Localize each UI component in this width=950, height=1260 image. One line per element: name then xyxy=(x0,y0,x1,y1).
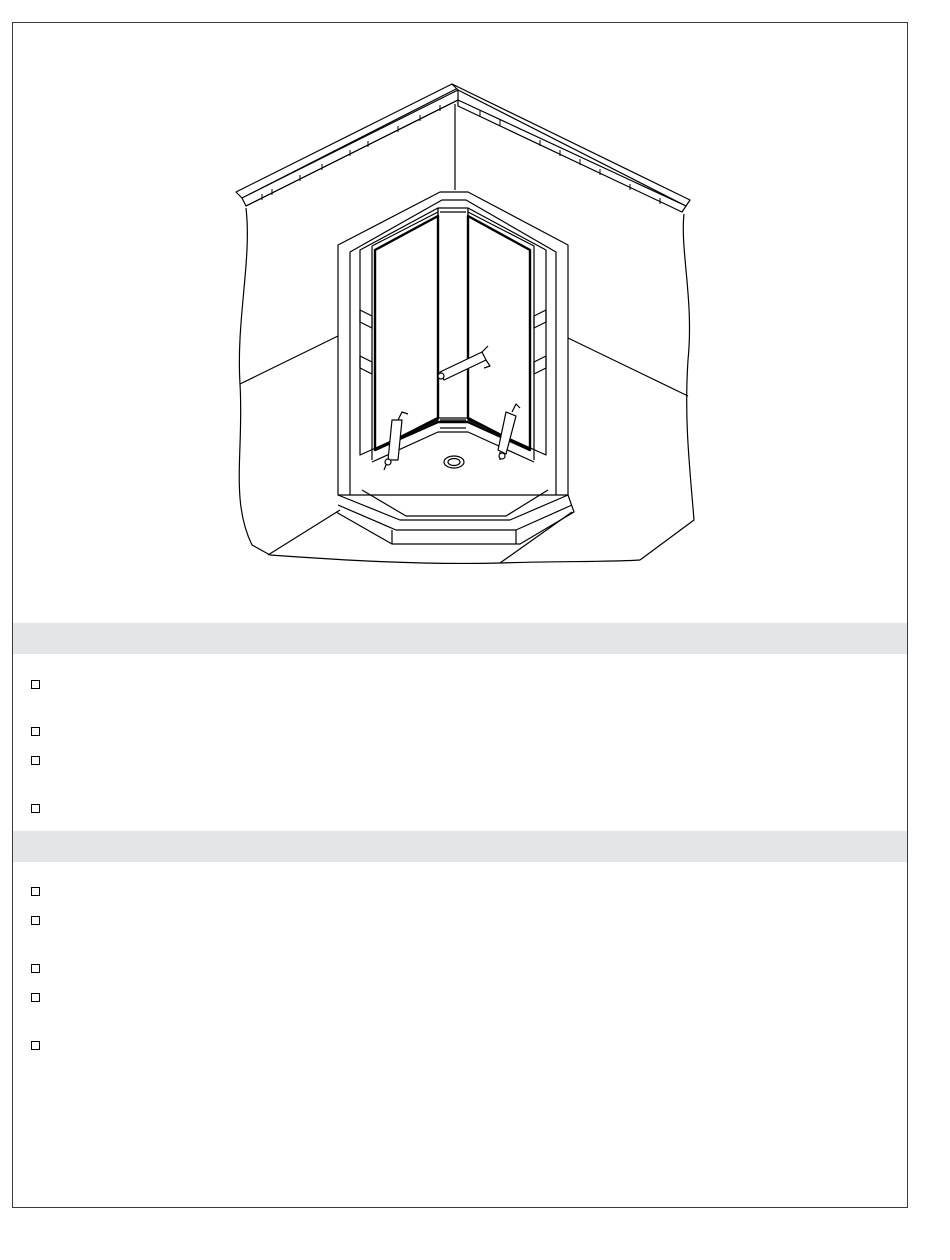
shower-illustration xyxy=(220,75,700,575)
section-1-header xyxy=(13,623,907,654)
corner-shower-install-diagram-icon xyxy=(220,75,700,575)
list-item xyxy=(31,804,871,824)
checkbox[interactable] xyxy=(31,1041,40,1050)
list-item xyxy=(31,993,871,1013)
list-item xyxy=(31,756,871,776)
section-2-header xyxy=(13,831,907,862)
checkbox[interactable] xyxy=(31,727,40,736)
checkbox[interactable] xyxy=(31,680,40,689)
checkbox[interactable] xyxy=(31,887,40,896)
checkbox[interactable] xyxy=(31,804,40,813)
checkbox[interactable] xyxy=(31,756,40,765)
checkbox[interactable] xyxy=(31,964,40,973)
list-item xyxy=(31,680,871,700)
list-item xyxy=(31,964,871,984)
checkbox[interactable] xyxy=(31,993,40,1002)
list-item xyxy=(31,887,871,907)
list-item xyxy=(31,916,871,936)
checkbox[interactable] xyxy=(31,916,40,925)
list-item xyxy=(31,1041,871,1061)
list-item xyxy=(31,727,871,747)
